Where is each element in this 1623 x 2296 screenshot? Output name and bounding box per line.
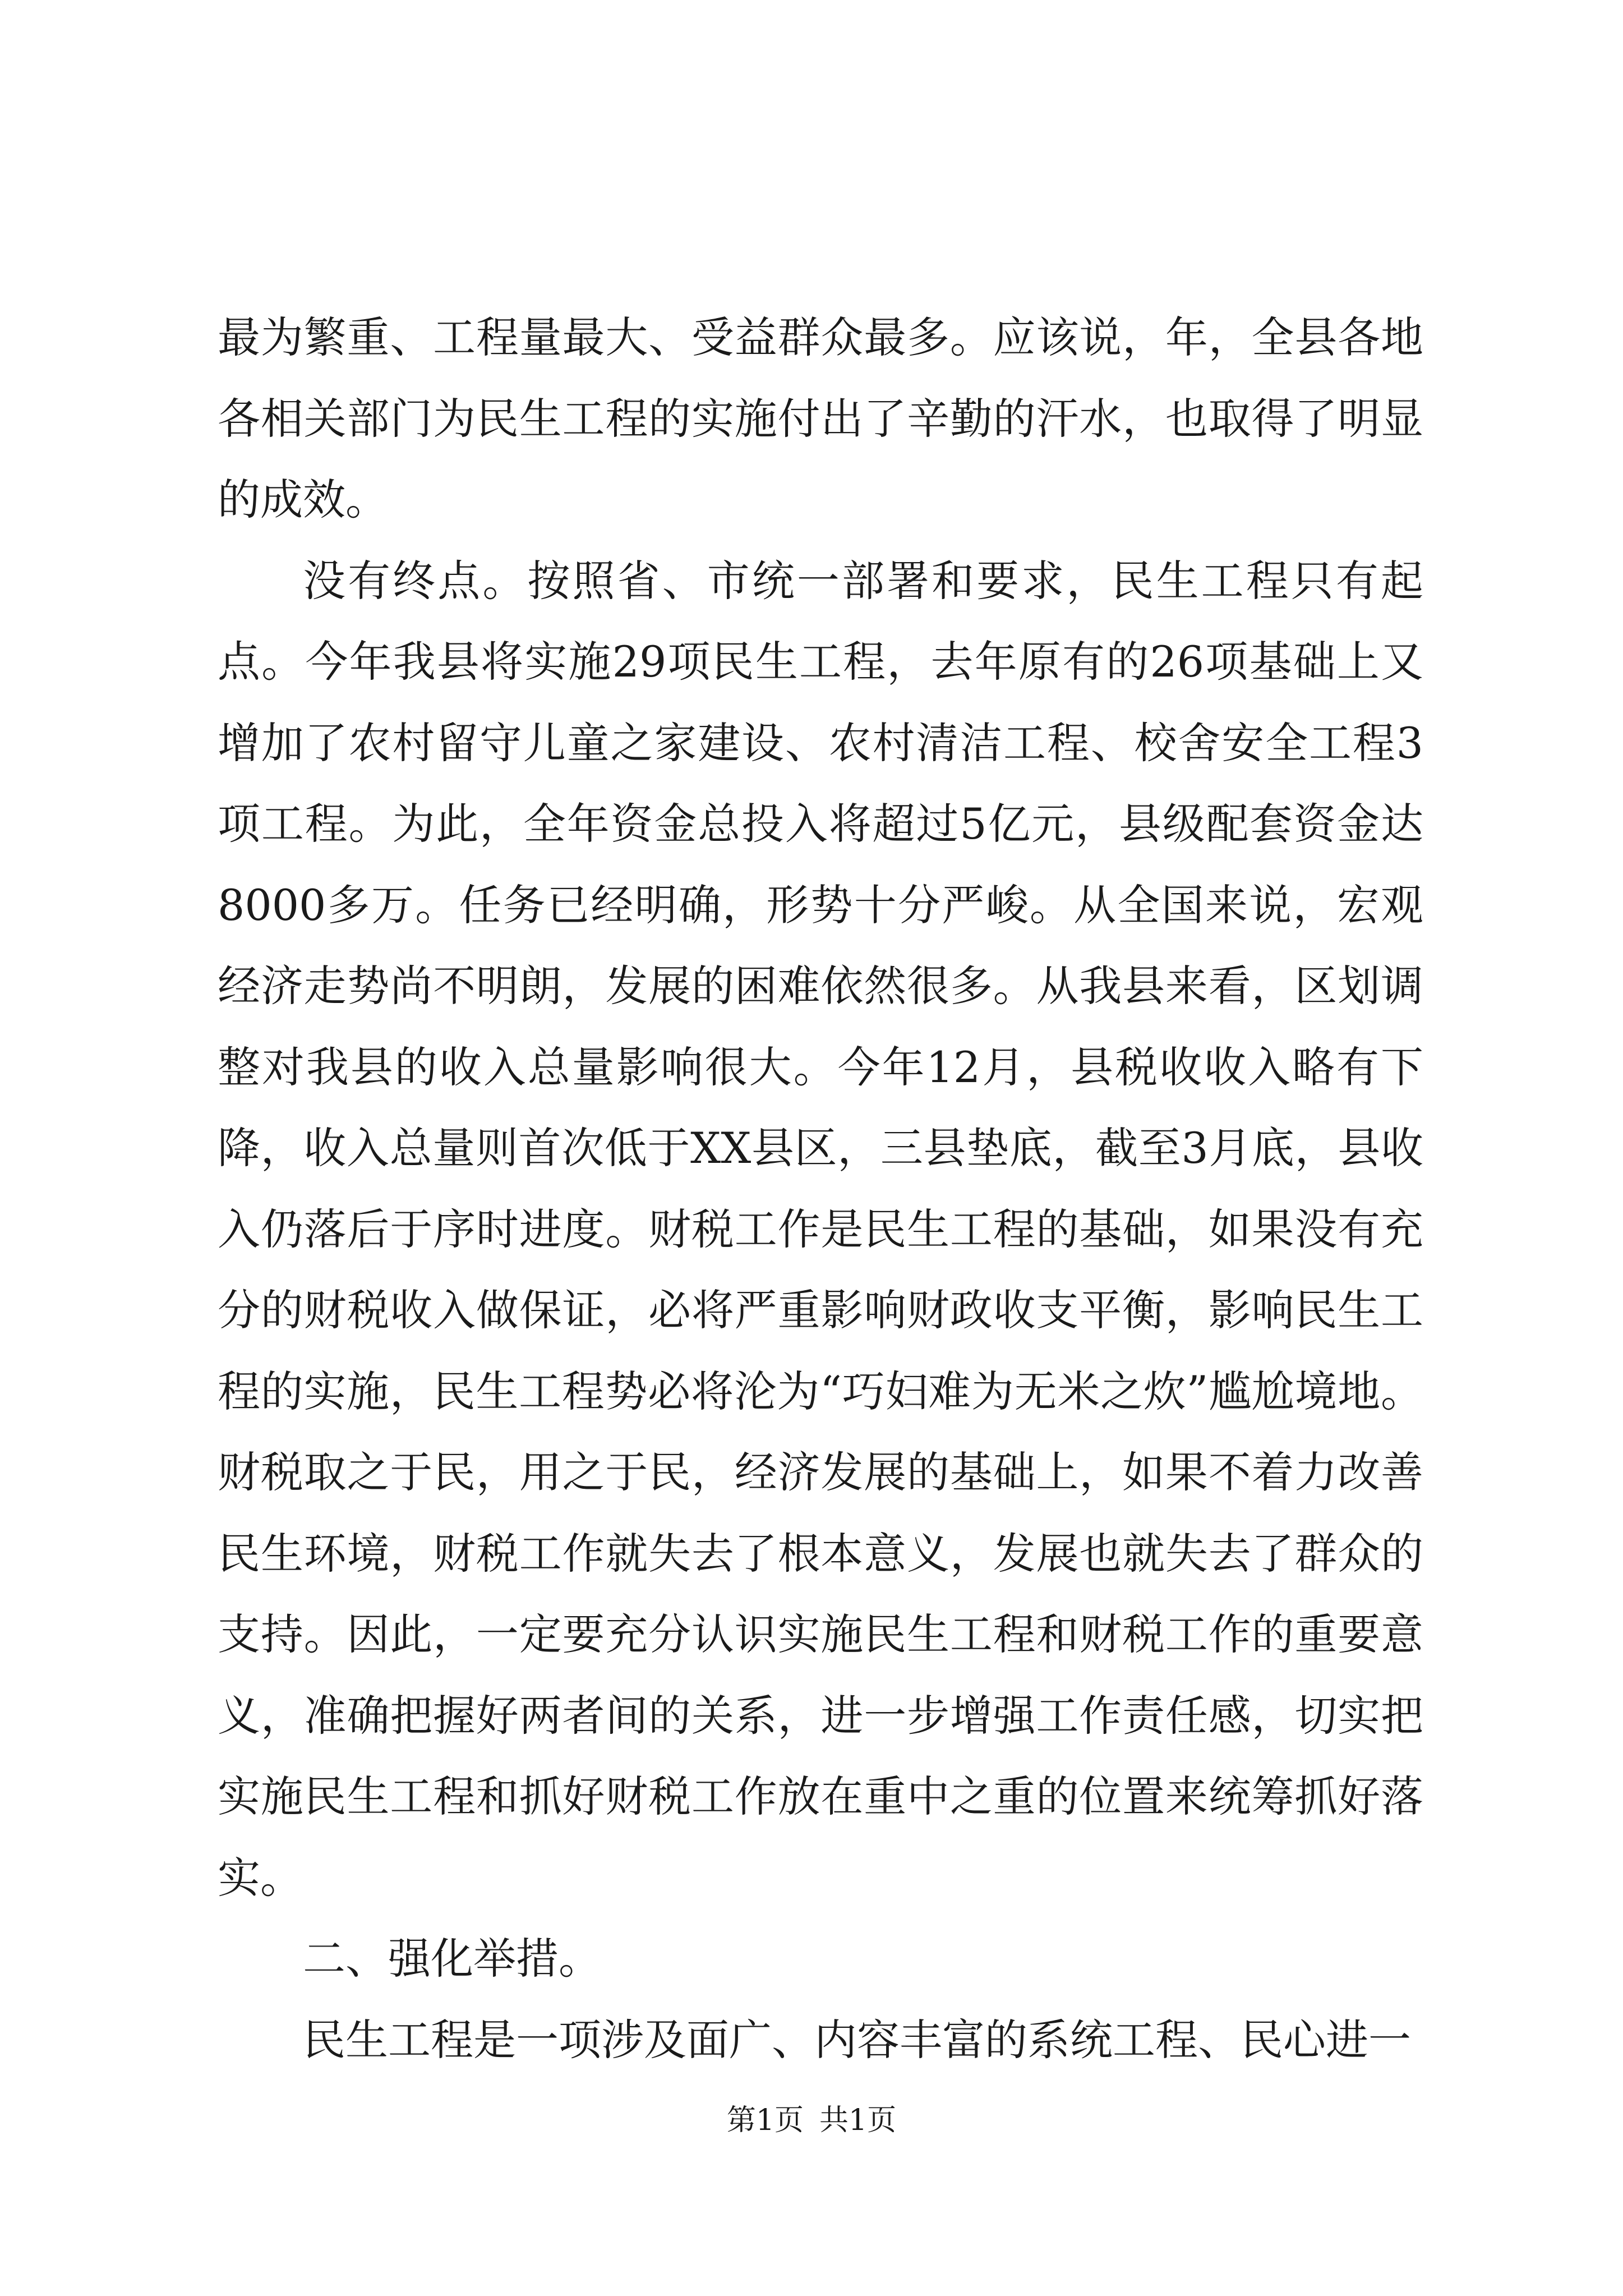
page-total: 共1页: [819, 2104, 897, 2137]
paragraph-3: 民生工程是一项涉及面广、内容丰富的系统工程、民心进一: [303, 2014, 1411, 2065]
document-body: [218, 297, 1423, 2081]
paragraph-1: 最为繁重、工程量最大、受益群众最多。应该说，年，全县各地各相关部门为民生工程的实施付出了辛勤的汗水，也取得了明显的成效。: [218, 312, 1423, 524]
page-number: 第1页: [726, 2104, 804, 2137]
section-heading: 二、强化举措。: [303, 1934, 601, 1984]
page-footer: [0, 2101, 1623, 2140]
paragraph-2: 没有终点。按照省、市统一部署和要求，民生工程只有起点。今年我县将实施29项民生工程，去年原有的26项基础上又增加了农村留守儿童之家建设、农村清洁工程、校舍安全工程3项工程。为此，全年资金总投入将超过5亿元，县级配套资金达8000多万。任务已经明确，形势十分严峻。从全国来说，宏观经济走势尚不明朗，发展的困难依然很多。从我县来看，区划调整对我县的收入总量影响很大。今年12月，县税收收入略有下降，收入总量则首次低于XX县区，三县垫底，截至3月底，县收入仍落后于序时进度。财税工作是民生工程的基础，如果没有充分的财税收入做保证，必将严重影响财政收支平衡，影响民生工程的实施，民生工程势必将沦为“巧妇难为无米之炊”尴尬境地。财税取之于民，用之于民，经济发展的基础上，如果不着力改善民生环境，财税工作就失去了根本意义，发展也就失去了群众的支持。因此，一定要充分认识实施民生工程和财税工作的重要意义，准确把握好两者间的关系，进一步增强工作责任感，切实把实施民生工程和抓好财税工作放在重中之重的位置来统筹抓好落实。: [218, 555, 1423, 1903]
